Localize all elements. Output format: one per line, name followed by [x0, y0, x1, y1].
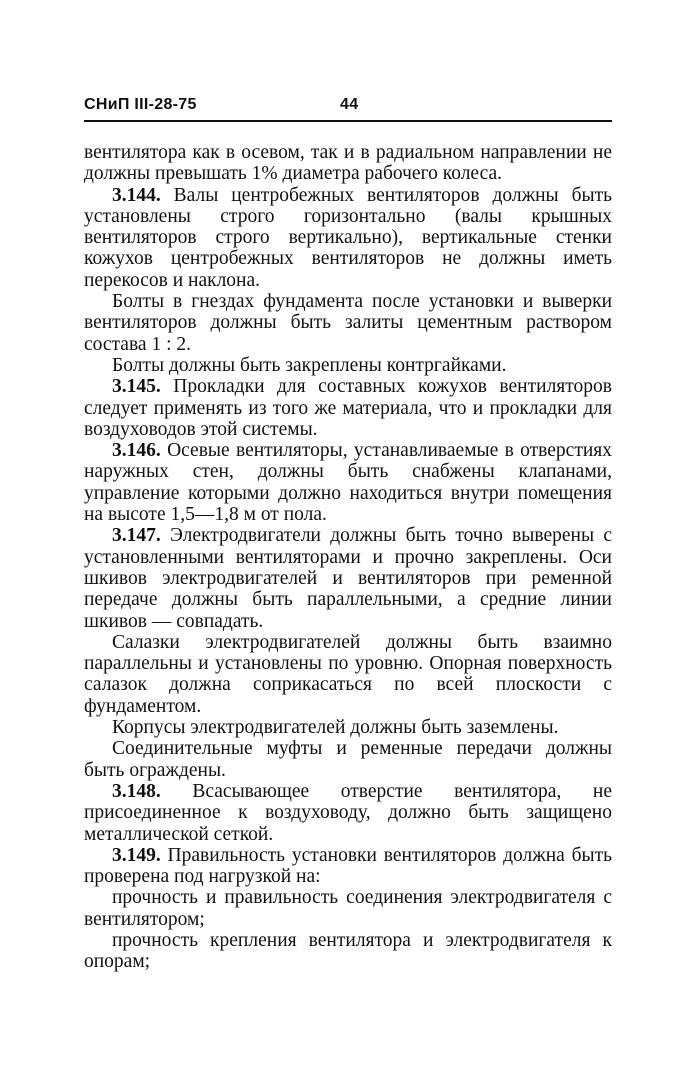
clause-3-148 — [84, 781, 612, 845]
clause-3-149 — [84, 845, 612, 888]
clause-number: 3.147. — [112, 525, 161, 547]
clause-3-147 — [84, 525, 612, 631]
page-header — [84, 92, 612, 118]
paragraph-text: Болты в гнездах фундамента после установки и выверки вентиляторов должны быть залиты цементным раствором состава 1 : 2. — [84, 291, 612, 355]
paragraph-text: Салазки электродвигателей должны быть взаимно параллельны и установлены по уровню. Опорная поверхность салазок должна соприкасаться по всей плоскости с фундаментом. — [84, 631, 612, 717]
list-item — [84, 930, 612, 973]
paragraph-text: Валы центробежных вентиляторов должны быть установлены строго горизонтально (валы крышных вентиляторов строго вертикально), вертикальные стенки кожухов центробежных вентиляторов не должны иметь перекосов и наклона. — [84, 184, 613, 291]
document-body — [84, 142, 612, 973]
paragraph-text: Соединительные муфты и ременные передачи должны быть ограждены. — [84, 738, 612, 781]
paragraph-text: Болты должны быть закреплены контргайками. — [112, 354, 507, 376]
clause-number: 3.146. — [112, 440, 161, 462]
clause-number: 3.148. — [112, 780, 161, 802]
paragraph — [84, 291, 612, 355]
paragraph — [84, 717, 612, 738]
paragraph-text: Всасывающее отверстие вентилятора, не присоединенное к воздуховоду, должно быть защищено металлической сеткой. — [84, 780, 612, 845]
header-rule — [84, 120, 612, 122]
paragraph — [84, 738, 612, 781]
document-page — [84, 92, 613, 973]
paragraph-text: Осевые вентиляторы, устанавливаемые в отверстиях наружных стен, должны быть снабжены клапанами, управление которыми должно находиться внутри помещения на высоте 1,5—1,8 м от пола. — [84, 440, 612, 526]
clause-number: 3.149. — [112, 844, 161, 866]
paragraph — [84, 355, 612, 376]
paragraph-text: Прокладки для составных кожухов вентиляторов следует применять из того же материала, что и прокладки для воздуховодов этой системы. — [84, 376, 612, 440]
clause-number: 3.145. — [112, 376, 161, 398]
standard-code: СНиП III-28-75 — [84, 96, 197, 113]
paragraph-text: Корпусы электродвигателей должны быть заземлены. — [112, 717, 559, 739]
clause-3-145 — [84, 376, 612, 440]
paragraph-text: прочность крепления вентилятора и электродвигателя к опорам; — [84, 929, 612, 973]
paragraph — [84, 632, 612, 717]
paragraph-text: вентилятора как в осевом, так и в радиальном направлении не должны превышать 1% диаметра рабочего колеса. — [84, 142, 612, 185]
list-item — [84, 887, 612, 930]
paragraph-text: Электродвигатели должны быть точно выверены с установленными вентиляторами и прочно закреплены. Оси шкивов электродвигателей и вентиляторов при ременной передаче должны быть параллельными, а средние линии шкивов — совпадать. — [84, 525, 613, 632]
clause-number: 3.144. — [112, 184, 161, 206]
paragraph-text: прочность и правильность соединения электродвигателя с вентилятором; — [84, 887, 612, 930]
clause-3-144 — [84, 185, 612, 291]
paragraph — [84, 142, 612, 185]
clause-3-146 — [84, 440, 612, 525]
page-number: 44 — [340, 96, 359, 113]
paragraph-text: Правильность установки вентиляторов должна быть проверена под нагрузкой на: — [84, 844, 613, 888]
